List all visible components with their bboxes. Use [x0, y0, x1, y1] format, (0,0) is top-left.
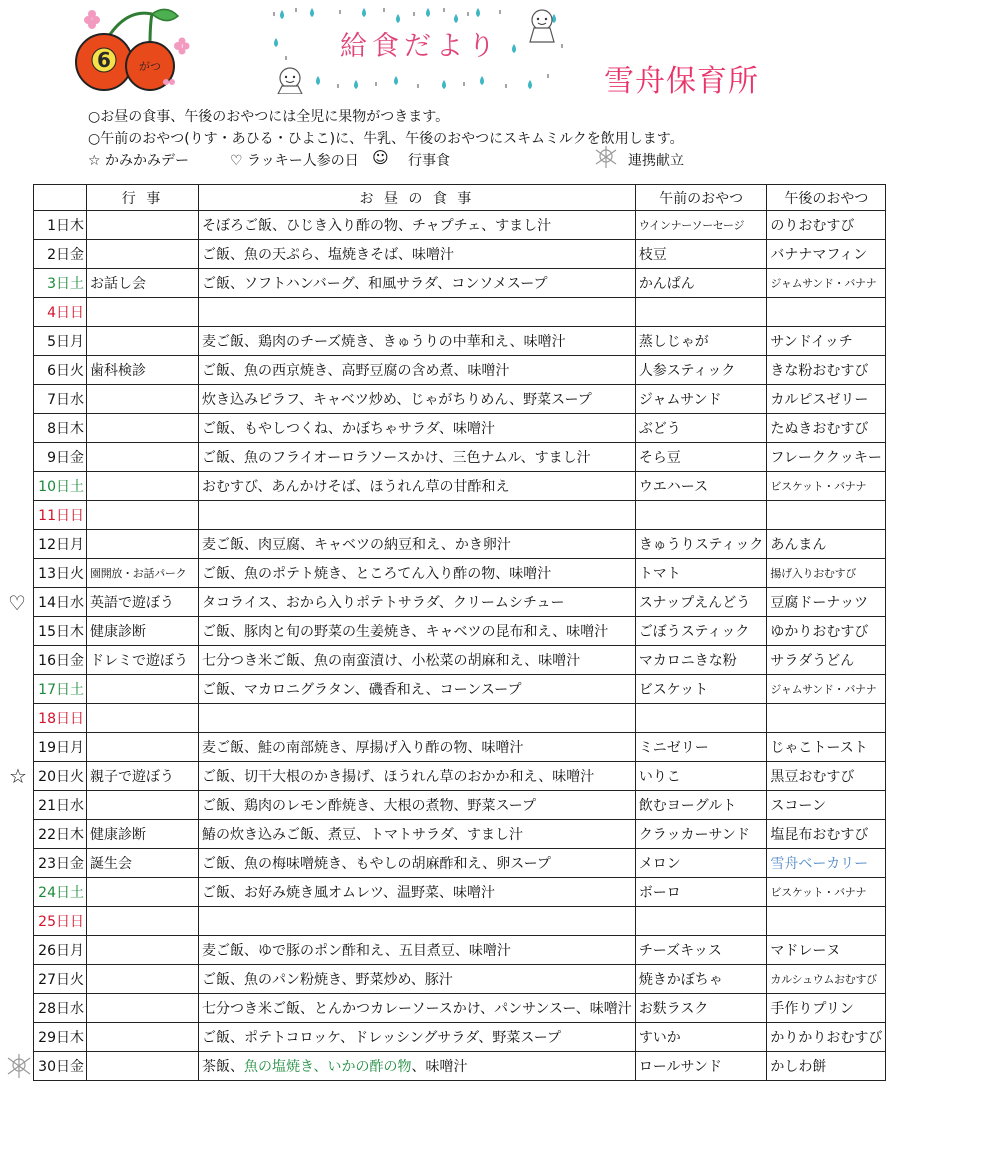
- event-cell: [87, 1052, 199, 1081]
- lunch-cell: ご飯、魚のフライオーロラソースかけ、三色ナムル、すまし汁: [199, 443, 636, 472]
- lunch-cell: タコライス、おから入りポテトサラダ、クリームシチュー: [199, 588, 636, 617]
- day-cell: 25日日: [34, 907, 87, 936]
- event-cell: [87, 936, 199, 965]
- event-cell: [87, 211, 199, 240]
- am-snack-cell: きゅうりスティック: [635, 530, 767, 559]
- day-cell: 18日日: [34, 704, 87, 733]
- pm-snack-cell: かりかりおむすび: [767, 1023, 886, 1052]
- table-row: [34, 936, 886, 965]
- legend-event-meal: 行事食: [408, 153, 450, 169]
- pm-snack-cell: [767, 501, 886, 530]
- pm-snack-cell: カルシュウムおむすび: [767, 965, 886, 994]
- header-lunch: お 昼 の 食 事: [199, 185, 636, 211]
- day-cell: 21日水: [34, 791, 87, 820]
- lunch-cell: 茶飯、魚の塩焼き、いかの酢の物、味噌汁: [199, 1052, 636, 1081]
- am-snack-cell: 飲むヨーグルト: [635, 791, 767, 820]
- lunch-cell: [199, 704, 636, 733]
- am-snack-cell: ジャムサンド: [635, 385, 767, 414]
- pm-snack-cell: スコーン: [767, 791, 886, 820]
- month-badge: 6: [97, 48, 111, 72]
- am-snack-cell: かんぱん: [635, 269, 767, 298]
- table-row: [34, 617, 886, 646]
- day-cell: 29日木: [34, 1023, 87, 1052]
- lunch-cell: ご飯、お好み焼き風オムレツ、温野菜、味噌汁: [199, 878, 636, 907]
- pm-snack-cell: サラダうどん: [767, 646, 886, 675]
- day-cell: 15日木: [34, 617, 87, 646]
- heart-mark: ♡: [8, 591, 26, 615]
- am-snack-cell: [635, 501, 767, 530]
- am-snack-cell: トマト: [635, 559, 767, 588]
- pm-snack-cell: 豆腐ドーナッツ: [767, 588, 886, 617]
- day-cell: 9日金: [34, 443, 87, 472]
- day-cell: 13日火: [34, 559, 87, 588]
- lunch-cell: 七分つき米ご飯、魚の南蛮漬け、小松菜の胡麻和え、味噌汁: [199, 646, 636, 675]
- pm-snack-cell: じゃこトースト: [767, 733, 886, 762]
- event-cell: [87, 1023, 199, 1052]
- event-cell: [87, 298, 199, 327]
- event-cell: [87, 907, 199, 936]
- day-cell: 19日月: [34, 733, 87, 762]
- pm-snack-cell: 揚げ入りおむすび: [767, 559, 886, 588]
- day-cell: 4日日: [34, 298, 87, 327]
- am-snack-cell: ごぼうスティック: [635, 617, 767, 646]
- table-row: [34, 559, 886, 588]
- table-row: [34, 588, 886, 617]
- pm-snack-cell: たぬきおむすび: [767, 414, 886, 443]
- am-snack-cell: [635, 298, 767, 327]
- legend: [88, 150, 708, 170]
- event-cell: [87, 675, 199, 704]
- note-milk: ○午前のおやつ(りす・あひる・ひよこ)に、牛乳、午後のおやつにスキムミルクを飲用します。: [88, 131, 684, 147]
- event-cell: 誕生会: [87, 849, 199, 878]
- pm-snack-cell: バナナマフィン: [767, 240, 886, 269]
- day-cell: 17日土: [34, 675, 87, 704]
- event-cell: お話し会: [87, 269, 199, 298]
- lunch-cell: ご飯、切干大根のかき揚げ、ほうれん草のおかか和え、味噌汁: [199, 762, 636, 791]
- am-snack-cell: スナップえんどう: [635, 588, 767, 617]
- lunch-cell: ご飯、魚の梅味噌焼き、もやしの胡麻酢和え、卵スープ: [199, 849, 636, 878]
- event-cell: ドレミで遊ぼう: [87, 646, 199, 675]
- lunch-cell: 麦ご飯、鶏肉のチーズ焼き、きゅうりの中華和え、味噌汁: [199, 327, 636, 356]
- pm-snack-cell: のりおむすび: [767, 211, 886, 240]
- event-cell: 親子で遊ぼう: [87, 762, 199, 791]
- am-snack-cell: ミニゼリー: [635, 733, 767, 762]
- event-cell: [87, 501, 199, 530]
- am-snack-cell: すいか: [635, 1023, 767, 1052]
- am-snack-cell: [635, 907, 767, 936]
- pm-snack-cell: ジャムサンド・バナナ: [767, 269, 886, 298]
- table-row: [34, 675, 886, 704]
- lunch-cell: ご飯、豚肉と旬の野菜の生姜焼き、キャベツの昆布和え、味噌汁: [199, 617, 636, 646]
- table-row: [34, 965, 886, 994]
- event-cell: [87, 733, 199, 762]
- pm-snack-cell: あんまん: [767, 530, 886, 559]
- lunch-cell: ご飯、ポテトコロッケ、ドレッシングサラダ、野菜スープ: [199, 1023, 636, 1052]
- pm-snack-cell: カルピスゼリー: [767, 385, 886, 414]
- lunch-cell: ご飯、もやしつくね、かぼちゃサラダ、味噌汁: [199, 414, 636, 443]
- am-snack-cell: ボーロ: [635, 878, 767, 907]
- menu-body: [34, 211, 886, 1081]
- cherry-month-illustration: [66, 4, 190, 96]
- am-snack-cell: クラッカーサンド: [635, 820, 767, 849]
- lunch-cell: 炊き込みピラフ、キャベツ炒め、じゃがちりめん、野菜スープ: [199, 385, 636, 414]
- day-cell: 5日月: [34, 327, 87, 356]
- pm-snack-cell: マドレーヌ: [767, 936, 886, 965]
- newsletter-title: 給食だより: [340, 31, 500, 62]
- event-cell: [87, 414, 199, 443]
- event-cell: [87, 472, 199, 501]
- pm-snack-cell: [767, 298, 886, 327]
- title-banner: [268, 4, 568, 94]
- pm-snack-cell: ビスケット・バナナ: [767, 878, 886, 907]
- smile-icon: ☺: [372, 148, 389, 167]
- day-cell: 14日水: [34, 588, 87, 617]
- pm-snack-cell: ビスケット・バナナ: [767, 472, 886, 501]
- star-mark: ☆: [9, 764, 27, 788]
- am-snack-cell: ビスケット: [635, 675, 767, 704]
- am-snack-cell: マカロニきな粉: [635, 646, 767, 675]
- event-cell: 健康診断: [87, 617, 199, 646]
- lunch-cell: 鰆の炊き込みご飯、煮豆、トマトサラダ、すまし汁: [199, 820, 636, 849]
- event-cell: [87, 240, 199, 269]
- day-cell: 7日水: [34, 385, 87, 414]
- table-row: [34, 994, 886, 1023]
- lunch-cell: ご飯、魚のポテト焼き、ところてん入り酢の物、味噌汁: [199, 559, 636, 588]
- table-row: [34, 298, 886, 327]
- day-cell: 6日火: [34, 356, 87, 385]
- monthly-menu-table: [33, 184, 886, 1081]
- day-cell: 24日土: [34, 878, 87, 907]
- legend-renkei: 連携献立: [628, 153, 684, 169]
- day-cell: 2日金: [34, 240, 87, 269]
- pm-snack-cell: 黒豆おむすび: [767, 762, 886, 791]
- am-snack-cell: 蒸しじゃが: [635, 327, 767, 356]
- lunch-cell: おむすび、あんかけそば、ほうれん草の甘酢和え: [199, 472, 636, 501]
- pm-snack-cell: かしわ餅: [767, 1052, 886, 1081]
- pm-snack-cell: フレーククッキー: [767, 443, 886, 472]
- pm-snack-cell: 塩昆布おむすび: [767, 820, 886, 849]
- lunch-cell: 七分つき米ご飯、とんかつカレーソースかけ、パンサンスー、味噌汁: [199, 994, 636, 1023]
- am-snack-cell: そら豆: [635, 443, 767, 472]
- pm-snack-cell: ジャムサンド・バナナ: [767, 675, 886, 704]
- event-cell: [87, 530, 199, 559]
- table-row: [34, 269, 886, 298]
- lunch-cell: [199, 907, 636, 936]
- lunch-cell: 麦ご飯、鮭の南部焼き、厚揚げ入り酢の物、味噌汁: [199, 733, 636, 762]
- lunch-cell: ご飯、魚の天ぷら、塩焼きそば、味噌汁: [199, 240, 636, 269]
- school-name: 雪舟保育所: [604, 64, 759, 99]
- day-cell: 28日水: [34, 994, 87, 1023]
- day-cell: 30日金: [34, 1052, 87, 1081]
- table-row: [34, 240, 886, 269]
- event-cell: [87, 385, 199, 414]
- table-row: [34, 791, 886, 820]
- table-row: [34, 385, 886, 414]
- day-cell: 23日金: [34, 849, 87, 878]
- pm-snack-cell: [767, 907, 886, 936]
- table-row: [34, 211, 886, 240]
- event-cell: 健康診断: [87, 820, 199, 849]
- pm-snack-cell: 雪舟ベーカリー: [767, 849, 886, 878]
- lunch-cell: ご飯、鶏肉のレモン酢焼き、大根の煮物、野菜スープ: [199, 791, 636, 820]
- renkei-icon: [592, 146, 620, 174]
- month-unit: がつ: [139, 60, 161, 73]
- header-event: 行 事: [87, 185, 199, 211]
- event-cell: [87, 878, 199, 907]
- table-row: [34, 820, 886, 849]
- note-fruit: ○お昼の食事、午後のおやつには全児に果物がつきます。: [88, 109, 450, 125]
- table-row: [34, 356, 886, 385]
- table-row: [34, 1023, 886, 1052]
- day-cell: 12日月: [34, 530, 87, 559]
- pm-snack-cell: きな粉おむすび: [767, 356, 886, 385]
- event-cell: [87, 791, 199, 820]
- am-snack-cell: お麩ラスク: [635, 994, 767, 1023]
- table-row: [34, 907, 886, 936]
- table-row: [34, 414, 886, 443]
- day-cell: 8日木: [34, 414, 87, 443]
- pm-snack-cell: サンドイッチ: [767, 327, 886, 356]
- pm-snack-cell: [767, 704, 886, 733]
- lunch-cell: ご飯、魚のパン粉焼き、野菜炒め、豚汁: [199, 965, 636, 994]
- am-snack-cell: ロールサンド: [635, 1052, 767, 1081]
- header-day: [34, 185, 87, 211]
- event-cell: [87, 443, 199, 472]
- lunch-cell: 麦ご飯、肉豆腐、キャベツの納豆和え、かき卵汁: [199, 530, 636, 559]
- table-row: [34, 849, 886, 878]
- table-row: [34, 472, 886, 501]
- day-cell: 10日土: [34, 472, 87, 501]
- day-cell: 27日火: [34, 965, 87, 994]
- day-cell: 20日火: [34, 762, 87, 791]
- am-snack-cell: メロン: [635, 849, 767, 878]
- lunch-cell: 麦ご飯、ゆで豚のポン酢和え、五目煮豆、味噌汁: [199, 936, 636, 965]
- lunch-cell: ご飯、マカロニグラタン、磯香和え、コーンスープ: [199, 675, 636, 704]
- header-am-snack: 午前のおやつ: [635, 185, 767, 211]
- table-row: [34, 733, 886, 762]
- table-row: [34, 443, 886, 472]
- am-snack-cell: ウエハース: [635, 472, 767, 501]
- event-cell: [87, 704, 199, 733]
- table-row: [34, 530, 886, 559]
- am-snack-cell: 人参スティック: [635, 356, 767, 385]
- am-snack-cell: ぶどう: [635, 414, 767, 443]
- event-cell: [87, 994, 199, 1023]
- am-snack-cell: チーズキッス: [635, 936, 767, 965]
- am-snack-cell: ウインナーソーセージ: [635, 211, 767, 240]
- day-cell: 26日月: [34, 936, 87, 965]
- legend-kamikami: ☆ かみかみデー: [88, 153, 190, 169]
- event-cell: [87, 965, 199, 994]
- table-row: [34, 646, 886, 675]
- header-pm-snack: 午後のおやつ: [767, 185, 886, 211]
- lunch-cell: そぼろご飯、ひじき入り酢の物、チャプチェ、すまし汁: [199, 211, 636, 240]
- table-row: [34, 501, 886, 530]
- event-cell: 英語で遊ぼう: [87, 588, 199, 617]
- table-header-row: [34, 185, 886, 211]
- event-cell: [87, 327, 199, 356]
- am-snack-cell: 枝豆: [635, 240, 767, 269]
- lunch-cell: ご飯、魚の西京焼き、高野豆腐の含め煮、味噌汁: [199, 356, 636, 385]
- lunch-cell: ご飯、ソフトハンバーグ、和風サラダ、コンソメスープ: [199, 269, 636, 298]
- teru-teru-bozu-icon: [530, 10, 554, 42]
- day-cell: 22日木: [34, 820, 87, 849]
- highlight-text: 魚の塩焼き、いかの酢の物: [244, 1059, 412, 1075]
- event-cell: 園開放・お話パーク: [87, 559, 199, 588]
- table-row: [34, 762, 886, 791]
- table-row: [34, 704, 886, 733]
- table-row: [34, 1052, 886, 1081]
- renkei-margin-icon: [4, 1054, 34, 1084]
- day-cell: 16日金: [34, 646, 87, 675]
- event-cell: 歯科検診: [87, 356, 199, 385]
- lunch-cell: [199, 298, 636, 327]
- table-row: [34, 878, 886, 907]
- day-cell: 1日木: [34, 211, 87, 240]
- pm-snack-cell: ゆかりおむすび: [767, 617, 886, 646]
- am-snack-cell: 焼きかぼちゃ: [635, 965, 767, 994]
- legend-lucky-carrot: ♡ ラッキー人参の日: [230, 153, 359, 169]
- am-snack-cell: いりこ: [635, 762, 767, 791]
- pm-snack-cell: 手作りプリン: [767, 994, 886, 1023]
- day-cell: 11日日: [34, 501, 87, 530]
- day-cell: 3日土: [34, 269, 87, 298]
- table-row: [34, 327, 886, 356]
- lunch-cell: [199, 501, 636, 530]
- am-snack-cell: [635, 704, 767, 733]
